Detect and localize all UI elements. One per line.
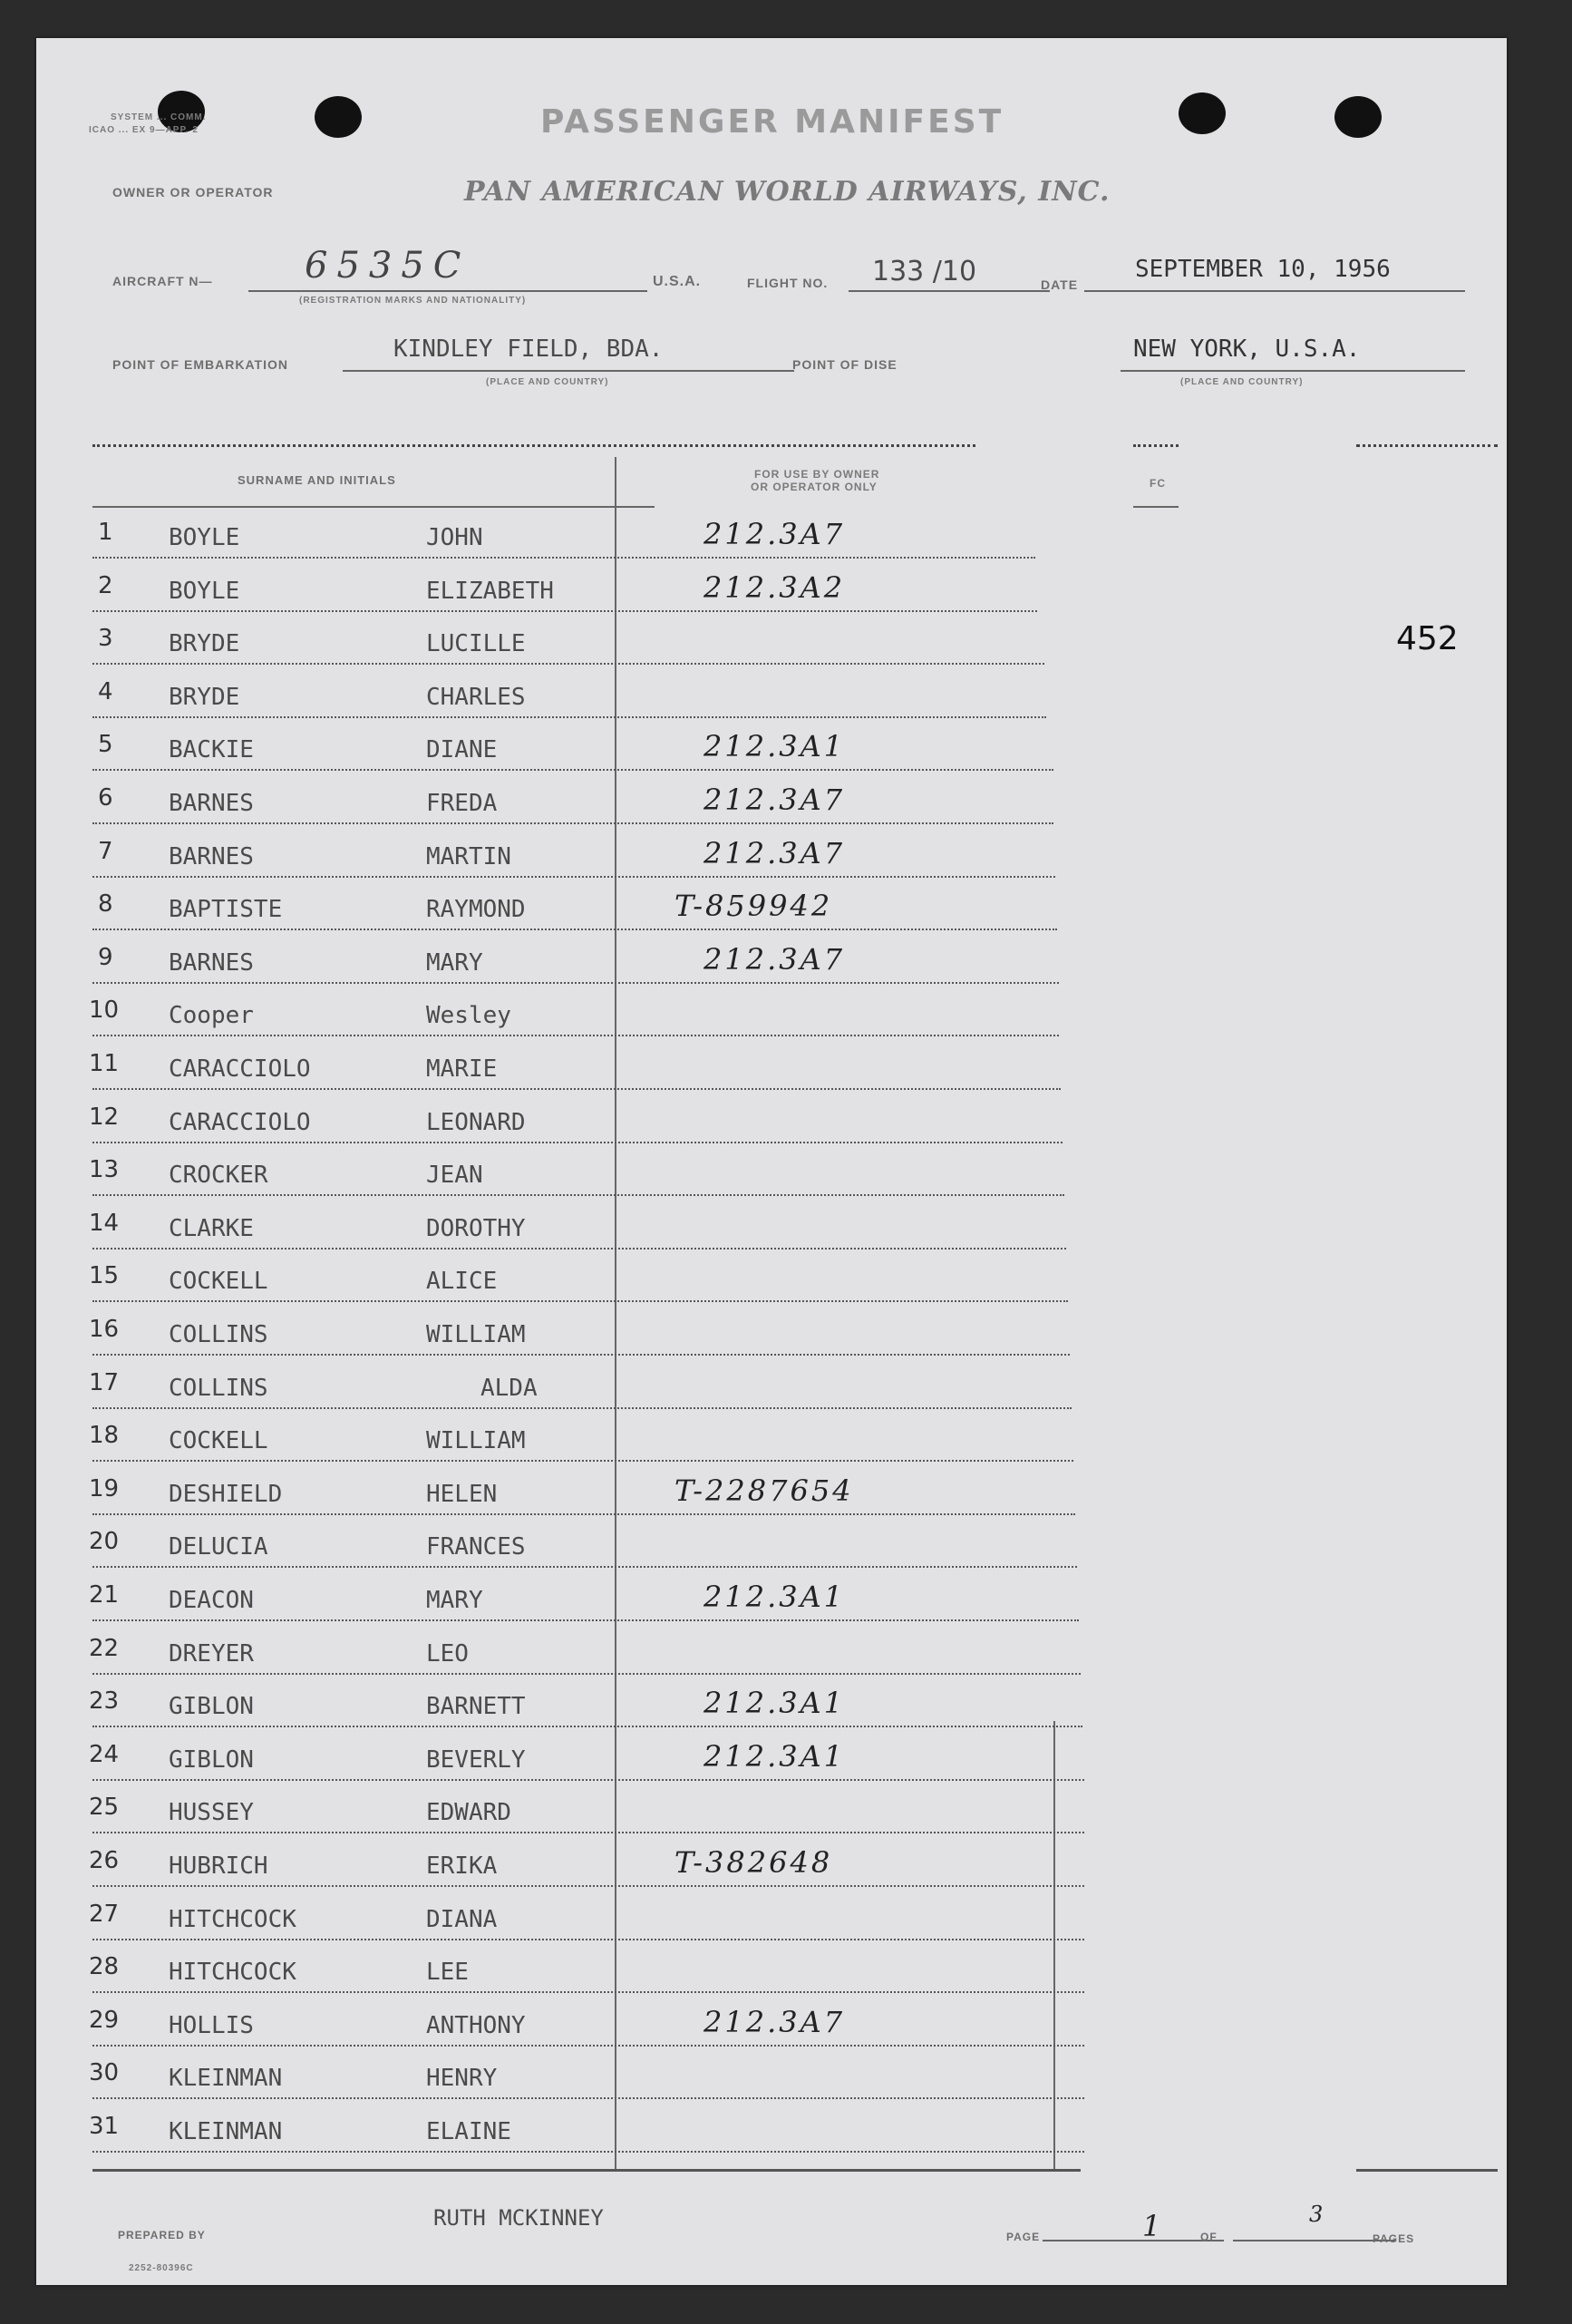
registration-caption: (REGISTRATION MARKS AND NATIONALITY) bbox=[299, 296, 527, 306]
row-rule bbox=[92, 716, 1046, 718]
passenger-given-name: FREDA bbox=[426, 790, 498, 817]
row-number: 5 bbox=[98, 731, 113, 758]
passenger-surname: COCKELL bbox=[169, 1268, 268, 1295]
row-number: 12 bbox=[89, 1104, 120, 1131]
row-number: 11 bbox=[89, 1050, 120, 1077]
row-number: 6 bbox=[98, 784, 113, 812]
row-number: 25 bbox=[89, 1794, 120, 1821]
passenger-given-name: WILLIAM bbox=[426, 1427, 526, 1454]
row-rule bbox=[92, 769, 1053, 771]
passenger-given-name: CHARLES bbox=[426, 684, 526, 711]
passenger-surname: HITCHCOCK bbox=[169, 1906, 296, 1933]
passenger-given-name: MARIE bbox=[426, 1055, 498, 1083]
passenger-given-name: RAYMOND bbox=[426, 896, 526, 923]
usa-label: U.S.A. bbox=[653, 274, 702, 289]
passenger-given-name: BARNETT bbox=[426, 1693, 526, 1720]
row-rule bbox=[92, 1939, 1084, 1940]
row-number: 16 bbox=[89, 1316, 120, 1343]
passenger-given-name: ALDA bbox=[480, 1375, 538, 1402]
passenger-given-name: ALICE bbox=[426, 1268, 498, 1295]
row-rule bbox=[92, 2045, 1084, 2047]
passenger-surname: CLARKE bbox=[169, 1215, 254, 1242]
disembarkation-value: NEW YORK, U.S.A. bbox=[1133, 335, 1361, 363]
operator-code: 212.3A1 bbox=[704, 729, 846, 763]
row-rule bbox=[92, 1142, 1063, 1143]
passenger-surname: BARNES bbox=[169, 949, 254, 977]
row-number: 29 bbox=[89, 2007, 120, 2034]
passenger-surname: COLLINS bbox=[169, 1321, 268, 1348]
date-value: SEPTEMBER 10, 1956 bbox=[1135, 256, 1391, 283]
row-rule bbox=[92, 663, 1044, 665]
passenger-surname: BOYLE bbox=[169, 578, 240, 605]
document-title: PASSENGER MANIFEST bbox=[540, 103, 1004, 141]
place-caption: (PLACE AND COUNTRY) bbox=[1180, 377, 1304, 387]
passenger-surname: GIBLON bbox=[169, 1746, 254, 1774]
row-rule bbox=[92, 610, 1037, 612]
row-number: 13 bbox=[89, 1156, 120, 1183]
form-code: SYSTEM ... COMM. bbox=[111, 112, 207, 122]
passenger-surname: BARNES bbox=[169, 843, 254, 870]
row-rule bbox=[92, 1726, 1082, 1727]
header-bottom-rule-right bbox=[1133, 506, 1179, 508]
of-label: OF bbox=[1200, 2231, 1218, 2243]
table-bottom-rule-right bbox=[1356, 2169, 1498, 2172]
aircraft-value: 6535C bbox=[305, 245, 471, 287]
manifest-sheet bbox=[36, 38, 1507, 2285]
date-label: DATE bbox=[1041, 277, 1079, 292]
row-number: 21 bbox=[89, 1581, 120, 1609]
row-number: 4 bbox=[98, 678, 113, 705]
header-bottom-rule bbox=[92, 506, 655, 508]
passenger-surname: COCKELL bbox=[169, 1427, 268, 1454]
passenger-given-name: HELEN bbox=[426, 1481, 498, 1508]
operator-code: 212.3A7 bbox=[704, 2005, 846, 2039]
row-rule bbox=[92, 1832, 1084, 1833]
embarkation-underline bbox=[343, 370, 794, 372]
row-number: 24 bbox=[89, 1741, 120, 1768]
of-value: 3 bbox=[1309, 2202, 1326, 2227]
table-top-rule bbox=[92, 444, 975, 447]
operator-code: T-382648 bbox=[674, 1845, 833, 1880]
passenger-surname: DEACON bbox=[169, 1587, 254, 1614]
row-rule bbox=[92, 1673, 1081, 1675]
passenger-given-name: BEVERLY bbox=[426, 1746, 526, 1774]
aircraft-label: AIRCRAFT N— bbox=[112, 274, 213, 288]
operator-code: 212.3A7 bbox=[704, 836, 846, 870]
passenger-given-name: LUCILLE bbox=[426, 630, 526, 657]
row-rule bbox=[92, 1619, 1079, 1621]
operator-name: PAN AMERICAN WORLD AIRWAYS, INC. bbox=[464, 176, 1111, 208]
page-number-stamp: 452 bbox=[1396, 620, 1459, 657]
row-number: 23 bbox=[89, 1687, 120, 1715]
passenger-surname: DELUCIA bbox=[169, 1533, 268, 1561]
page-value: 1 bbox=[1142, 2209, 1164, 2243]
row-number: 31 bbox=[89, 2113, 120, 2140]
passenger-surname: CARACCIOLO bbox=[169, 1109, 311, 1136]
row-number: 18 bbox=[89, 1422, 120, 1449]
operator-code: 212.3A2 bbox=[704, 570, 846, 605]
operator-code: 212.3A7 bbox=[704, 517, 846, 551]
flight-value: 133 /10 bbox=[872, 256, 977, 287]
row-rule bbox=[92, 2097, 1084, 2099]
passenger-given-name: MARY bbox=[426, 949, 483, 977]
passenger-given-name: JEAN bbox=[426, 1162, 483, 1189]
row-number: 9 bbox=[98, 944, 113, 971]
passenger-given-name: DIANE bbox=[426, 736, 498, 763]
row-number: 14 bbox=[89, 1210, 120, 1237]
row-rule bbox=[92, 1566, 1077, 1568]
column-header-surname: SURNAME AND INITIALS bbox=[238, 473, 396, 487]
passenger-given-name: HENRY bbox=[426, 2065, 498, 2092]
passenger-surname: BOYLE bbox=[169, 524, 240, 551]
passenger-surname: CROCKER bbox=[169, 1162, 268, 1189]
place-caption: (PLACE AND COUNTRY) bbox=[486, 377, 609, 387]
row-rule bbox=[92, 1779, 1084, 1781]
flight-label: FLIGHT NO. bbox=[747, 276, 829, 290]
column-header-owner: FOR USE BY OWNER bbox=[754, 468, 880, 481]
passenger-given-name: LEO bbox=[426, 1640, 469, 1668]
passenger-surname: KLEINMAN bbox=[169, 2065, 283, 2092]
passenger-given-name: ELIZABETH bbox=[426, 578, 554, 605]
owner-label: OWNER OR OPERATOR bbox=[112, 185, 274, 199]
passenger-surname: GIBLON bbox=[169, 1693, 254, 1720]
row-number: 1 bbox=[98, 519, 113, 546]
passenger-given-name: Wesley bbox=[426, 1002, 511, 1029]
row-rule bbox=[92, 1885, 1084, 1887]
column-divider-right bbox=[1053, 1721, 1055, 2169]
operator-code: T-2287654 bbox=[674, 1473, 854, 1508]
row-number: 22 bbox=[89, 1635, 120, 1662]
of-underline bbox=[1233, 2240, 1396, 2241]
passenger-surname: COLLINS bbox=[169, 1375, 268, 1402]
right-top-rule bbox=[1356, 444, 1498, 447]
row-rule bbox=[92, 1194, 1064, 1196]
passenger-surname: HUBRICH bbox=[169, 1852, 268, 1880]
operator-code: 212.3A1 bbox=[704, 1686, 846, 1720]
operator-code: T-859942 bbox=[674, 889, 833, 923]
aircraft-underline bbox=[248, 290, 647, 292]
embarkation-label: POINT OF EMBARKATION bbox=[112, 357, 288, 372]
disembarkation-underline bbox=[1121, 370, 1465, 372]
disembarkation-label: POINT OF DISE bbox=[792, 357, 898, 372]
row-number: 19 bbox=[89, 1475, 120, 1502]
passenger-surname: BRYDE bbox=[169, 630, 240, 657]
passenger-surname: CARACCIOLO bbox=[169, 1055, 311, 1083]
row-rule bbox=[92, 1991, 1084, 1993]
row-rule bbox=[92, 2151, 1084, 2153]
passenger-surname: DREYER bbox=[169, 1640, 254, 1668]
passenger-surname: Cooper bbox=[169, 1002, 254, 1029]
passenger-surname: HITCHCOCK bbox=[169, 1959, 296, 1986]
passenger-given-name: ELAINE bbox=[426, 2118, 511, 2145]
passenger-given-name: LEONARD bbox=[426, 1109, 526, 1136]
row-rule bbox=[92, 1354, 1070, 1356]
prepared-value: RUTH MCKINNEY bbox=[433, 2205, 604, 2231]
row-number: 26 bbox=[89, 1847, 120, 1874]
row-rule bbox=[92, 1035, 1059, 1036]
binder-hole bbox=[315, 96, 362, 138]
passenger-surname: DESHIELD bbox=[169, 1481, 283, 1508]
passenger-given-name: EDWARD bbox=[426, 1799, 511, 1826]
date-underline bbox=[1084, 290, 1465, 292]
row-number: 15 bbox=[89, 1262, 120, 1289]
binder-hole bbox=[1179, 92, 1226, 134]
row-rule bbox=[92, 929, 1057, 930]
passenger-surname: BARNES bbox=[169, 790, 254, 817]
passenger-given-name: MARTIN bbox=[426, 843, 511, 870]
prepared-label: PREPARED BY bbox=[118, 2229, 206, 2241]
flight-underline bbox=[849, 290, 1050, 292]
table-bottom-rule bbox=[92, 2169, 1081, 2172]
operator-code: 212.3A1 bbox=[704, 1580, 846, 1614]
passenger-given-name: JOHN bbox=[426, 524, 483, 551]
binder-hole bbox=[1334, 96, 1382, 138]
row-rule bbox=[92, 1300, 1068, 1302]
column-header-owner: OR OPERATOR ONLY bbox=[751, 481, 878, 493]
operator-code: 212.3A7 bbox=[704, 783, 846, 817]
passenger-surname: HUSSEY bbox=[169, 1799, 254, 1826]
row-number: 27 bbox=[89, 1901, 120, 1928]
passenger-given-name: DOROTHY bbox=[426, 1215, 526, 1242]
row-number: 8 bbox=[98, 890, 113, 918]
page-underline bbox=[1043, 2240, 1224, 2241]
page-label: PAGE bbox=[1006, 2231, 1041, 2243]
passenger-surname: BRYDE bbox=[169, 684, 240, 711]
row-number: 20 bbox=[89, 1528, 120, 1555]
operator-code: 212.3A7 bbox=[704, 942, 846, 977]
column-divider bbox=[615, 457, 616, 2169]
row-number: 10 bbox=[89, 997, 120, 1024]
row-rule bbox=[92, 1248, 1066, 1250]
passenger-given-name: MARY bbox=[426, 1587, 483, 1614]
fc-top-rule bbox=[1133, 444, 1179, 447]
row-rule bbox=[92, 982, 1059, 984]
passenger-given-name: ERIKA bbox=[426, 1852, 498, 1880]
passenger-given-name: WILLIAM bbox=[426, 1321, 526, 1348]
row-rule bbox=[92, 557, 1035, 559]
passenger-given-name: DIANA bbox=[426, 1906, 498, 1933]
passenger-surname: HOLLIS bbox=[169, 2012, 254, 2039]
passenger-given-name: ANTHONY bbox=[426, 2012, 526, 2039]
passenger-given-name: FRANCES bbox=[426, 1533, 526, 1561]
row-rule bbox=[92, 1460, 1073, 1462]
passenger-surname: BACKIE bbox=[169, 736, 254, 763]
row-rule bbox=[92, 1407, 1072, 1409]
row-number: 17 bbox=[89, 1369, 120, 1396]
row-number: 30 bbox=[89, 2059, 120, 2086]
passenger-surname: BAPTISTE bbox=[169, 896, 283, 923]
print-code: 2252-80396C bbox=[129, 2263, 194, 2273]
operator-code: 212.3A1 bbox=[704, 1739, 846, 1774]
row-rule bbox=[92, 1088, 1061, 1090]
column-header-fc: FC bbox=[1150, 477, 1166, 490]
row-rule bbox=[92, 876, 1055, 878]
passenger-surname: KLEINMAN bbox=[169, 2118, 283, 2145]
row-number: 28 bbox=[89, 1953, 120, 1980]
row-rule bbox=[92, 822, 1053, 824]
row-rule bbox=[92, 1513, 1075, 1515]
embarkation-value: KINDLEY FIELD, BDA. bbox=[393, 335, 664, 363]
row-number: 7 bbox=[98, 838, 113, 865]
row-number: 3 bbox=[98, 625, 113, 652]
form-code: ICAO ... EX 9—APP. 2 bbox=[89, 125, 199, 135]
pages-label: PAGES bbox=[1373, 2232, 1415, 2245]
row-number: 2 bbox=[98, 572, 113, 599]
passenger-given-name: LEE bbox=[426, 1959, 469, 1986]
